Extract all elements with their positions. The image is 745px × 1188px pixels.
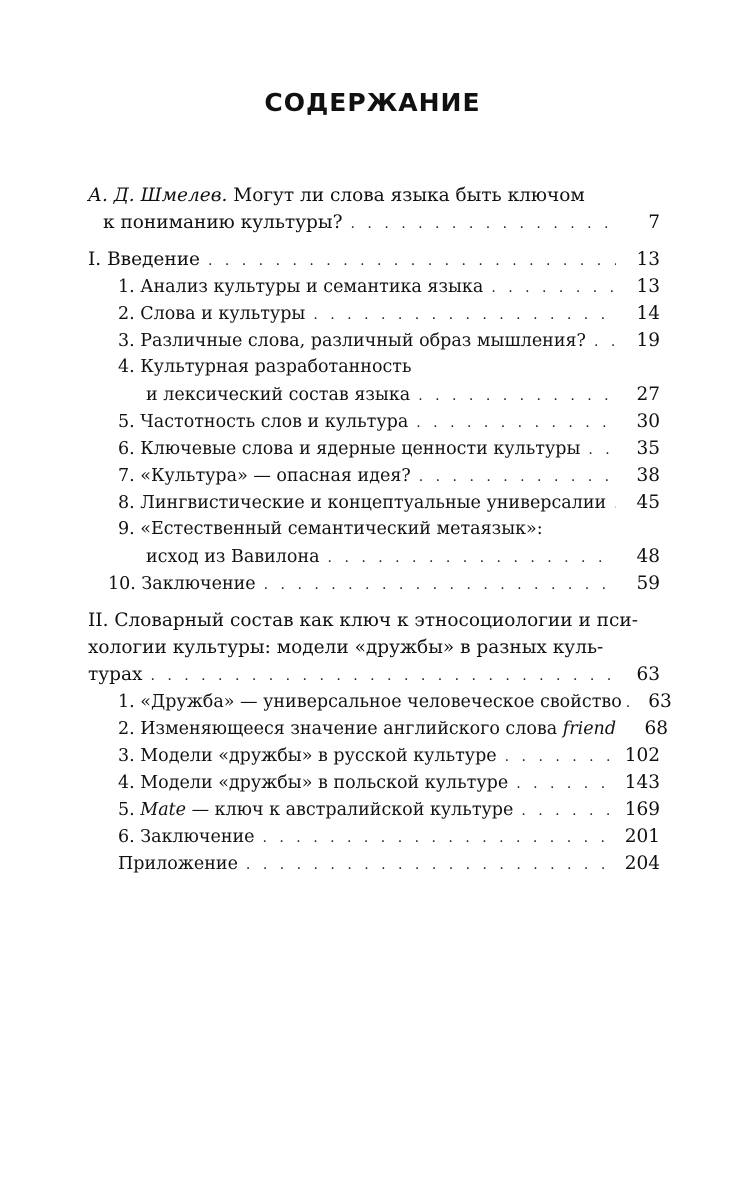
leader-dots: [313, 307, 616, 323]
page-number: 14: [636, 303, 660, 324]
entry-label-text: 2. Изменяющееся значение английского слова: [118, 719, 558, 739]
entry-label: 5. Частотность слов и культура: [118, 412, 409, 432]
page-number: 35: [636, 438, 660, 459]
entry-label: 4. Культурная разработанность: [118, 357, 412, 377]
entry-label: 2. Слова и культуры: [118, 304, 306, 324]
entry-label: 6. Заключение: [118, 827, 255, 847]
entry-label: [118, 800, 513, 820]
page-number: 27: [636, 384, 660, 405]
toc-entry-1-8[interactable]: [88, 492, 660, 519]
entry-label: 8. Лингвистические и концептуальные универсалии: [118, 493, 607, 513]
page-number: 13: [636, 276, 660, 297]
entry-label: 10. Заключение: [108, 574, 256, 594]
page-number: 59: [636, 573, 660, 594]
entry-label: 7. «Культура» — опасная идея?: [118, 466, 411, 486]
page-number: 13: [636, 249, 660, 270]
toc-entry-2-6[interactable]: [88, 826, 660, 853]
entry-label: 4. Модели «дружбы» в польской культуре: [118, 773, 509, 793]
leader-dots: [264, 577, 616, 593]
page-number: 169: [624, 799, 660, 820]
part1-label: I. Введение: [88, 249, 200, 270]
page-number: 19: [636, 330, 660, 351]
leader-dots: [328, 550, 616, 566]
intro-title-line2: к пониманию культуры?: [103, 212, 343, 233]
intro-author: А. Д. Шмелев.: [88, 185, 228, 206]
toc-entry-2-1[interactable]: [88, 691, 672, 718]
entry-label: Приложение: [118, 854, 238, 874]
leader-dots: [416, 415, 616, 431]
table-of-contents: [88, 185, 672, 880]
page-number: 201: [624, 826, 660, 847]
page-number: 143: [624, 772, 660, 793]
leader-dots: [419, 469, 616, 485]
leader-dots: [516, 776, 616, 792]
part2-title-line3: турах: [88, 664, 143, 685]
entry-number: 5.: [118, 800, 135, 820]
toc-entry-1-2[interactable]: [88, 303, 660, 330]
toc-entry-1-5[interactable]: [88, 411, 660, 438]
intro-title-line1: Могут ли слова языка быть ключом: [233, 185, 585, 206]
toc-entry-intro[interactable]: [88, 212, 660, 239]
leader-dots: [588, 442, 616, 458]
entry-label-italic: friend: [562, 719, 617, 739]
page-number: 63: [648, 691, 672, 712]
toc-entry-part2[interactable]: [88, 664, 660, 691]
page-number: 48: [636, 546, 660, 567]
part2-title-line2: хологии культуры: модели «дружбы» в разных куль-: [88, 637, 604, 658]
leader-dots: [626, 695, 632, 711]
entry-label: 6. Ключевые слова и ядерные ценности культуры: [118, 439, 581, 459]
toc-entry-1-4-line1: [88, 357, 660, 384]
toc-entry-1-7[interactable]: [88, 465, 660, 492]
leader-dots: [594, 334, 616, 350]
page-number: 45: [636, 492, 660, 513]
page-number: 63: [636, 664, 660, 685]
page-number: 38: [636, 465, 660, 486]
toc-entry-1-1[interactable]: [88, 276, 660, 303]
entry-label-cont: исход из Вавилона: [146, 547, 320, 567]
entry-label-text: — ключ к австралийской культуре: [191, 800, 514, 820]
leader-dots: [614, 496, 616, 512]
toc-entry-1-9[interactable]: [88, 546, 660, 573]
leader-dots: [521, 803, 616, 819]
leader-dots: [491, 280, 616, 296]
page-number: 102: [624, 745, 660, 766]
leader-dots: [150, 668, 616, 684]
leader-dots: [263, 830, 617, 846]
toc-entry-appendix[interactable]: [88, 853, 660, 880]
entry-label: 3. Различные слова, различный образ мышления?: [118, 331, 586, 351]
page-number: 7: [648, 212, 660, 233]
toc-entry-1-3[interactable]: [88, 330, 660, 357]
toc-entry-1-6[interactable]: [88, 438, 660, 465]
toc-entry-2-3[interactable]: [88, 745, 660, 772]
toc-entry-intro-line1: [88, 185, 660, 212]
page-number: 204: [624, 853, 660, 874]
toc-entry-1-4[interactable]: [88, 384, 660, 411]
entry-label: 9. «Естественный семантический метаязык»:: [118, 519, 543, 539]
leader-dots: [246, 857, 616, 873]
page-title: СОДЕРЖАНИЕ: [264, 88, 481, 117]
toc-entry-2-2[interactable]: [88, 718, 669, 745]
toc-entry-2-5[interactable]: [88, 799, 660, 826]
entry-label: [118, 719, 616, 739]
part2-title-line1: II. Словарный состав как ключ к этносоциологии и пси-: [88, 610, 638, 631]
toc-entry-2-4[interactable]: [88, 772, 660, 799]
toc-entry-part1[interactable]: [88, 249, 660, 276]
page-number: 68: [644, 718, 669, 739]
leader-dots: [208, 253, 616, 269]
toc-entry-1-10[interactable]: [88, 573, 660, 600]
entry-label: 3. Модели «дружбы» в русской культуре: [118, 746, 497, 766]
entry-label-cont: и лексический состав языка: [146, 385, 411, 405]
leader-dots: [505, 749, 616, 765]
leader-dots: [418, 388, 616, 404]
page-number: 30: [636, 411, 660, 432]
entry-label: 1. Анализ культуры и семантика языка: [118, 277, 484, 297]
entry-label-italic: Mate: [140, 800, 187, 820]
leader-dots: [351, 216, 616, 232]
entry-label: 1. «Дружба» — универсальное человеческое свойство: [118, 692, 622, 712]
toc-entry-1-9-line1: [88, 519, 660, 546]
